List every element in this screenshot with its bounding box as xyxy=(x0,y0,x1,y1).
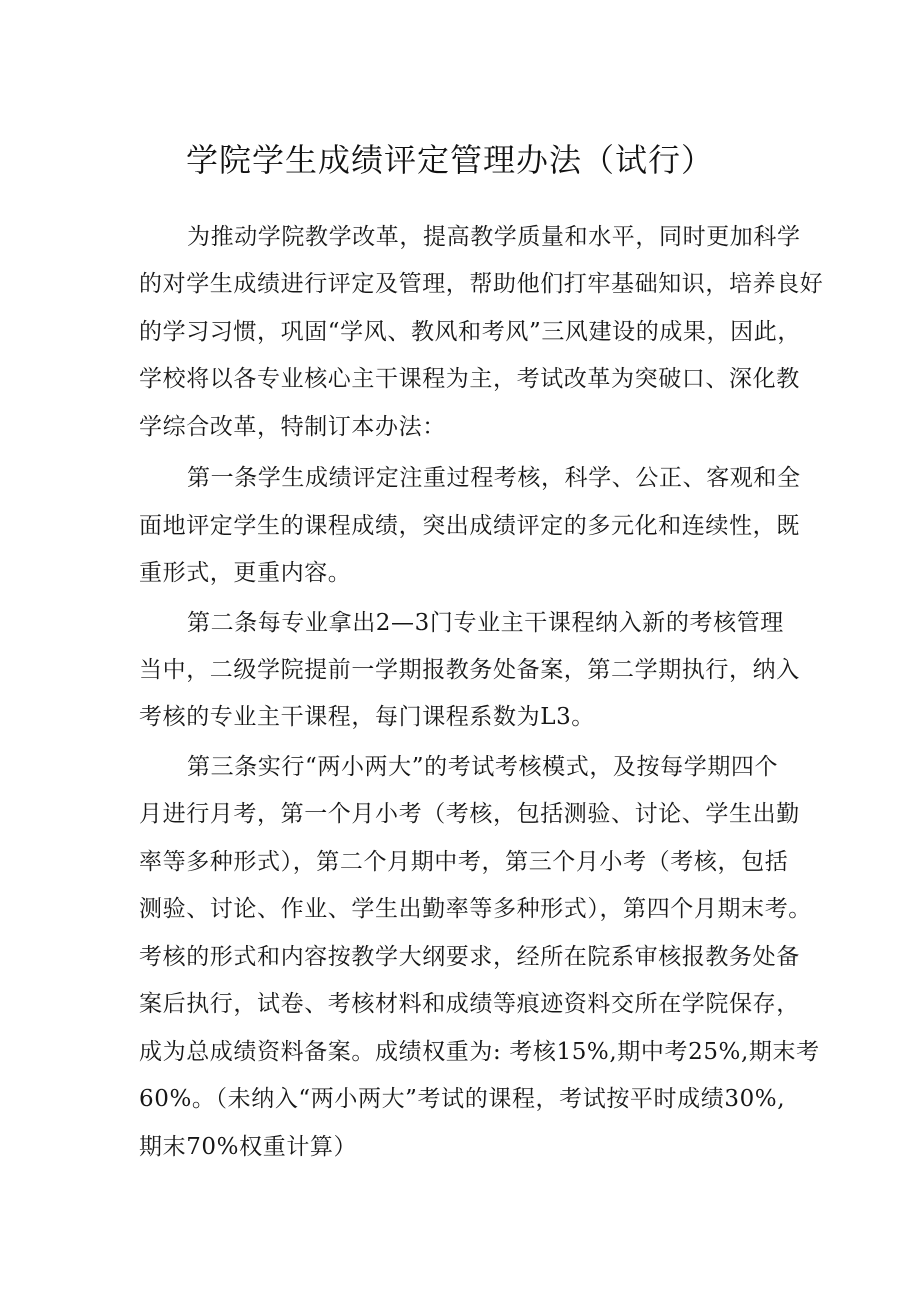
paragraph-line: 面地评定学生的课程成绩，突出成绩评定的多元化和连续性，既 xyxy=(139,513,800,539)
paragraph-line: 的学习习惯，巩固“学风、教风和考风”三风建设的成果，因此， xyxy=(139,319,801,345)
paragraph-line: 月进行月考，第一个月小考（考核，包括测验、讨论、学生出勤 xyxy=(139,801,800,827)
paragraph-line: 第三条实行“两小两大”的考试考核模式，及按每学期四个 xyxy=(187,754,779,780)
paragraph-line: 重形式，更重内容。 xyxy=(139,560,352,586)
paragraph-line: 为推动学院教学改革，提高教学质量和水平，同时更加科学 xyxy=(187,224,801,250)
document-title: 学院学生成绩评定管理办法（试行） xyxy=(186,141,715,179)
paragraph-line: 第二条每专业拿出2—3门专业主干课程纳入新的考核管理 xyxy=(187,610,784,636)
paragraph-line: 案后执行，试卷、考核材料和成绩等痕迹资料交所在学院保存， xyxy=(139,991,800,1017)
paragraph-line: 当中，二级学院提前一学期报教务处备案，第二学期执行，纳入 xyxy=(139,657,800,683)
paragraph-line: 考核的形式和内容按教学大纲要求，经所在院系审核报教务处备 xyxy=(139,944,800,970)
paragraph-line: 学综合改革，特制订本办法： xyxy=(139,414,446,440)
paragraph-line: 期末70%权重计算） xyxy=(139,1134,358,1160)
paragraph-line: 率等多种形式），第二个月期中考，第三个月小考（考核，包括 xyxy=(139,849,789,875)
paragraph-line: 的对学生成绩进行评定及管理，帮助他们打牢基础知识，培养良好 xyxy=(139,271,824,297)
paragraph-line: 学校将以各专业核心主干课程为主，考试改革为突破口、深化教 xyxy=(139,366,800,392)
paragraph-line: 测验、讨论、作业、学生出勤率等多种形式），第四个月期末考。 xyxy=(139,896,812,922)
paragraph-line: 第一条学生成绩评定注重过程考核，科学、公正、客观和全 xyxy=(187,465,801,491)
paragraph-line: 60%。（未纳入“两小两大”考试的课程，考试按平时成绩30%, xyxy=(139,1086,786,1112)
paragraph-line: 成为总成绩资料备案。成绩权重为: 考核15%,期中考25%,期末考 xyxy=(139,1039,820,1065)
paragraph-line: 考核的专业主干课程，每门课程系数为L3。 xyxy=(139,704,595,730)
